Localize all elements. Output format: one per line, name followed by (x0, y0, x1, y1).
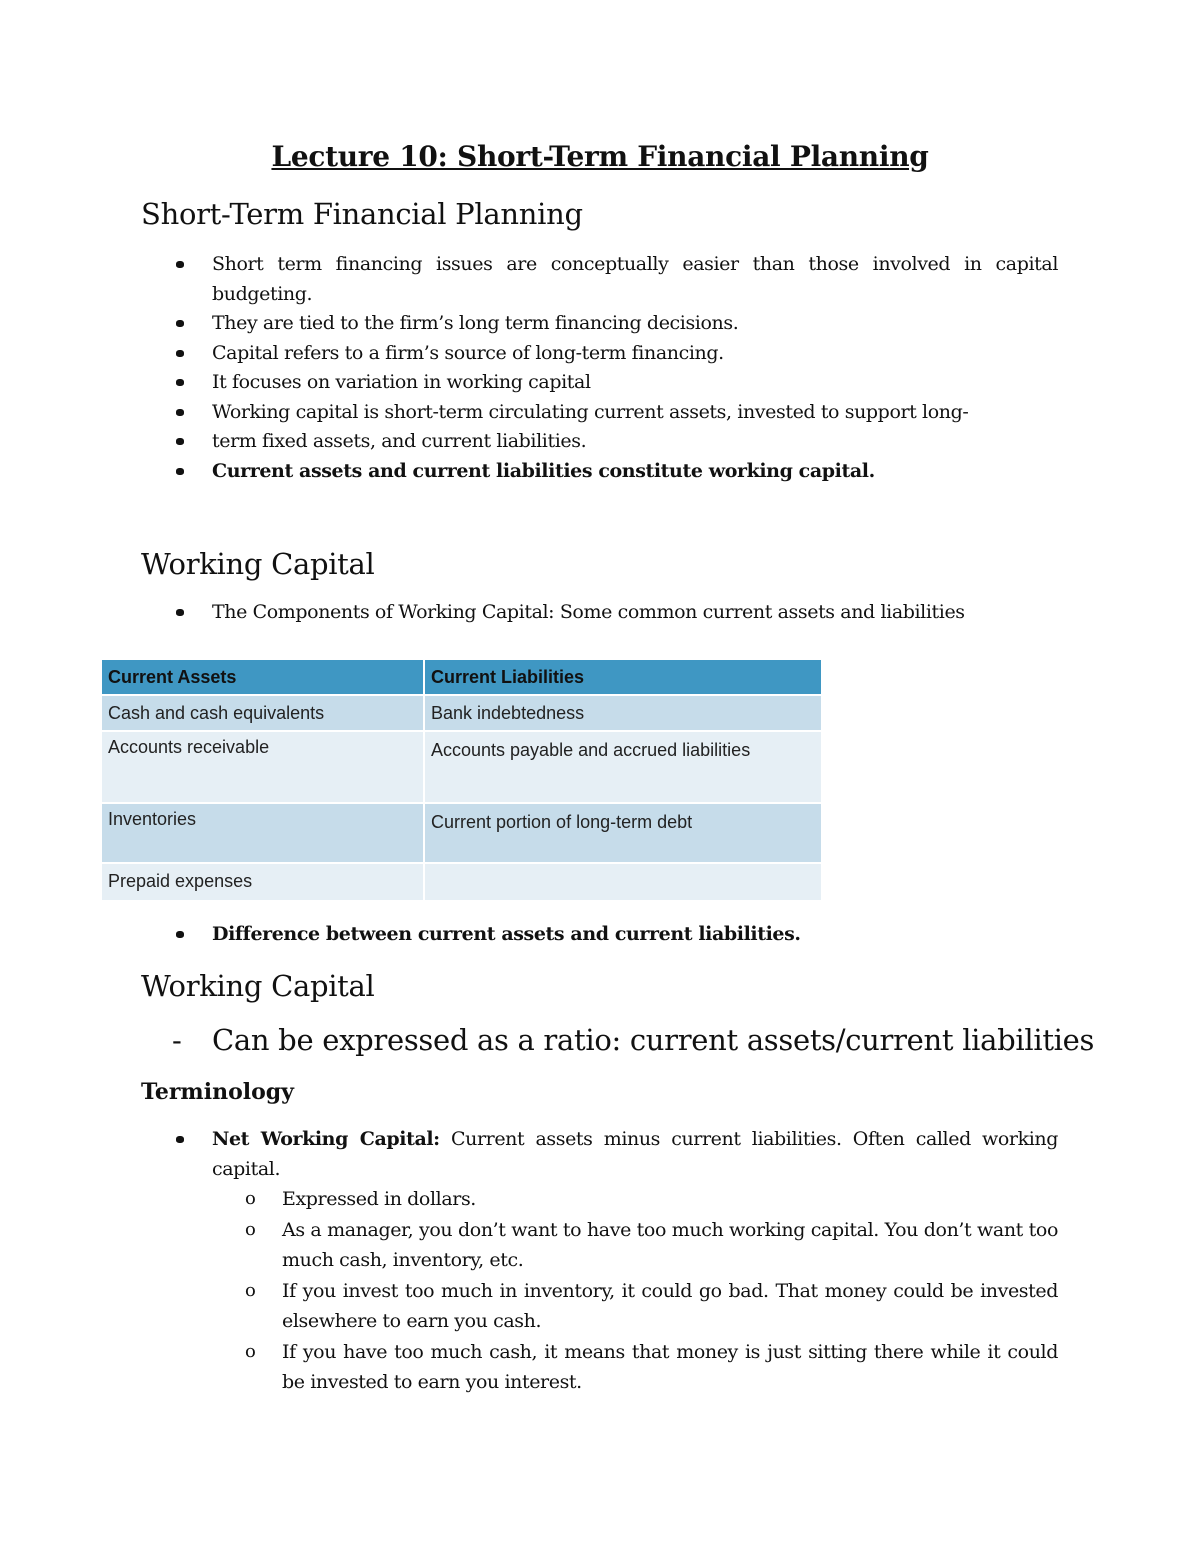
list-item-text: Difference between current assets and current liabilities. (212, 923, 801, 945)
section-heading-short-term-financial-planning: Short-Term Financial Planning (141, 197, 583, 231)
terminology-heading: Terminology (141, 1079, 294, 1105)
bullet-icon (176, 609, 184, 616)
sub-list-item (245, 1276, 1058, 1337)
circle-bullet-icon: o (245, 1340, 256, 1362)
list-item (172, 309, 1058, 339)
table-cell: Prepaid expenses (102, 863, 424, 901)
bullet-icon (176, 468, 184, 475)
circle-bullet-icon: o (245, 1279, 256, 1301)
bullet-icon (176, 438, 184, 445)
list-item-text: Current assets and current liabilities constitute working capital. (212, 459, 875, 482)
document-title: Lecture 10: Short-Term Financial Planning (271, 140, 929, 173)
dash-icon: - (172, 1023, 182, 1057)
term-definition: Current assets minus current liabilities. Often called working capital. (212, 1128, 1059, 1180)
term-label: Net Working Capital: (212, 1128, 440, 1150)
bullet-list-terminology (172, 1125, 1058, 1184)
bullet-icon (176, 350, 184, 357)
ratio-text: Can be expressed as a ratio: current assets/current liabilities (212, 1023, 1095, 1057)
list-item (172, 598, 1058, 628)
table-cell: Accounts receivable (102, 731, 424, 803)
list-item (172, 250, 1058, 309)
table-header-row (102, 660, 822, 695)
list-item (172, 1125, 1058, 1184)
list-item-text: Short term financing issues are conceptually easier than those involved in capital budgeting. (212, 253, 1058, 305)
sub-list-item-text: If you have too much cash, it means that money is just sitting there while it could be invested to earn you interest. (282, 1340, 1058, 1393)
circle-bullet-icon: o (245, 1218, 256, 1240)
list-item-text: They are tied to the firm’s long term financing decisions. (212, 312, 739, 334)
table-cell: Accounts payable and accrued liabilities (424, 731, 822, 803)
sub-list-item-text: Expressed in dollars. (282, 1188, 476, 1210)
table-cell (424, 863, 822, 901)
table-cell: Current portion of long-term debt (424, 803, 822, 863)
section-heading-working-capital: Working Capital (141, 547, 375, 581)
table-row (102, 863, 822, 901)
sub-list-item (245, 1215, 1058, 1276)
ratio-dash-item (172, 1023, 1094, 1057)
list-item (172, 427, 1058, 457)
table-cell: Cash and cash equivalents (102, 695, 424, 731)
working-capital-table (102, 660, 823, 902)
list-item (172, 920, 1058, 950)
bullet-icon (176, 261, 184, 268)
circle-bullet-icon: o (245, 1188, 256, 1209)
table-row (102, 731, 822, 803)
list-item-text: term fixed assets, and current liabilities. (212, 430, 587, 452)
sub-list-item-text: If you invest too much in inventory, it could go bad. That money could be invested elsewhere to earn you cash. (282, 1279, 1058, 1332)
table-header-cell: Current Liabilities (424, 660, 822, 695)
sub-list-item (245, 1337, 1058, 1398)
sub-list-item (245, 1184, 1058, 1215)
bullet-list-difference (172, 920, 1058, 950)
list-item-text: Working capital is short-term circulating current assets, invested to support long- (212, 400, 969, 423)
table-cell: Inventories (102, 803, 424, 863)
sub-list-item-text: As a manager, you don’t want to have too much working capital. You don’t want too much cash, inventory, etc. (282, 1218, 1058, 1271)
bullet-icon (176, 320, 184, 327)
list-item (172, 339, 1058, 369)
list-item (172, 368, 1058, 398)
list-item-text: It focuses on variation in working capital (212, 371, 591, 393)
bullet-list-short-term (172, 250, 1058, 486)
list-item (172, 457, 1058, 487)
bullet-icon (176, 409, 184, 416)
list-item-text: Capital refers to a firm’s source of long-term financing. (212, 341, 724, 364)
bullet-list-components (172, 598, 1058, 628)
section-heading-working-capital-ratio: Working Capital (141, 969, 375, 1003)
table-row (102, 803, 822, 863)
table-header-cell: Current Assets (102, 660, 424, 695)
bullet-icon (176, 379, 184, 386)
table-cell: Bank indebtedness (424, 695, 822, 731)
list-item-text: The Components of Working Capital: Some common current assets and liabilities (212, 601, 965, 623)
bullet-icon (176, 1136, 184, 1143)
list-item (172, 398, 1058, 428)
sub-bullet-list (245, 1184, 1058, 1398)
table-row (102, 695, 822, 731)
bullet-icon (176, 931, 184, 938)
